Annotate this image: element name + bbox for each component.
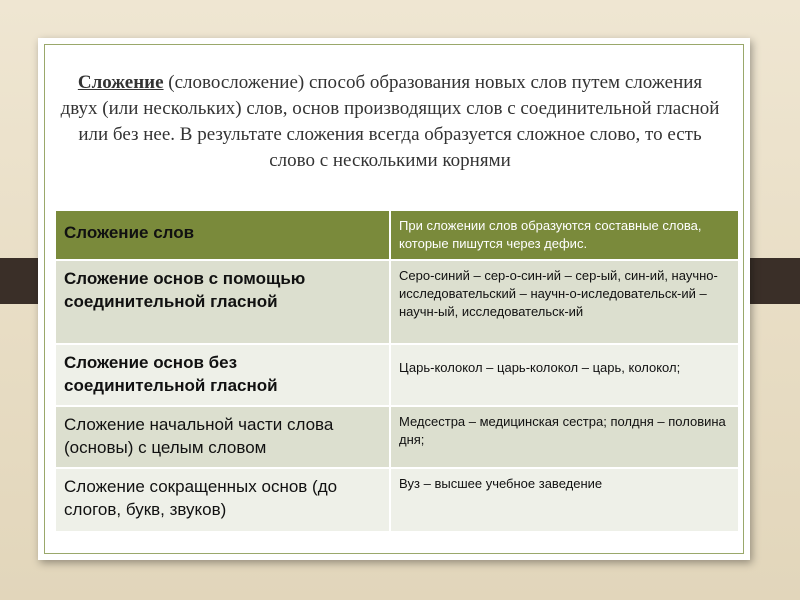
intro-term: Сложение bbox=[77, 72, 164, 93]
table-row bbox=[56, 211, 738, 261]
table-cell-term: Сложение слов bbox=[56, 211, 391, 259]
table-cell-term: Сложение начальной части слова (основы) с целым словом bbox=[56, 407, 391, 467]
table-row bbox=[56, 469, 738, 533]
word-formation-table bbox=[56, 211, 738, 533]
table-cell-desc: Медсестра – медицинская сестра; полдня – половина дня; bbox=[399, 414, 726, 447]
table-row bbox=[56, 345, 738, 407]
table-cell-term: Сложение сокращенных основ (до слогов, букв, звуков) bbox=[56, 469, 391, 531]
intro-text: (словосложение) способ образования новых слов путем сложения двух (или нескольких) слов, основ производящих слов с соединительной гласной или без нее. В результате сложения всегда образуется сложное слово, то есть слово с несколькими корнями bbox=[60, 72, 720, 171]
table-row bbox=[56, 407, 738, 469]
intro-paragraph bbox=[60, 70, 720, 174]
table-row bbox=[56, 261, 738, 345]
table-cell-desc: При сложении слов образуются составные слова, которые пишутся через дефис. bbox=[399, 218, 702, 251]
table-cell-desc: Царь-колокол – царь-колокол – царь, колокол; bbox=[399, 360, 681, 375]
table-cell-term: Сложение основ с помощью соединительной гласной bbox=[56, 261, 391, 343]
table-cell-desc: Серо-синий – сер-о-син-ий – сер-ый, син-ий, научно-исследовательский – научн-о-иследовательск-ий – научн-ый, исследовательск-ий bbox=[399, 268, 718, 319]
table-cell-term: Сложение основ без соединительной гласной bbox=[56, 345, 391, 405]
table-cell-desc: Вуз – высшее учебное заведение bbox=[399, 476, 603, 491]
